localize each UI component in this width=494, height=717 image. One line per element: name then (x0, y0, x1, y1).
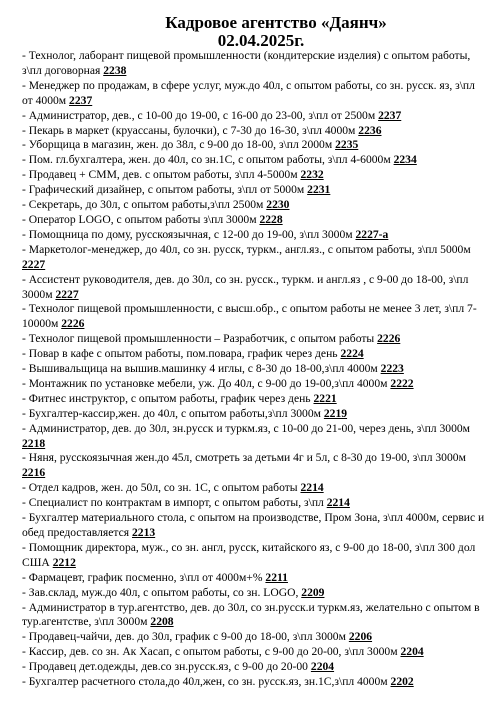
vacancy-item (22, 601, 488, 631)
vacancy-code: 2209 (301, 585, 325, 599)
vacancy-code: 2235 (335, 138, 359, 152)
vacancy-text: - Графический дизайнер, с опытом работы, з\пл от 5000м (22, 183, 308, 197)
vacancy-item (22, 675, 488, 690)
vacancy-item (22, 49, 488, 79)
vacancy-code: 2221 (313, 391, 337, 405)
page-date: 02.04.2025г. (217, 31, 305, 50)
vacancy-item (22, 481, 488, 496)
vacancy-code: 2227 (55, 287, 79, 301)
vacancy-text: - Бухгалтер расчетного стола,до 40л,жен, со зн. русск.яз, зн.1С,з\пл 4000м (22, 675, 391, 689)
vacancy-text: - Фитнес инструктор, с опытом работы, график через день (22, 391, 314, 405)
vacancy-text: - Оператор LOGO, с опытом работы з\пл 3000м (22, 212, 260, 226)
vacancy-item (22, 511, 488, 541)
vacancy-text: - Специалист по контрактам в импорт, с опытом работы, з\пл (22, 496, 327, 510)
vacancy-code: 2211 (265, 570, 288, 584)
vacancy-text: - Бухгалтер материального стола, с опытом на производстве, Пром Зона, з\пл 4000м, сервис и обед предоставляется (22, 511, 485, 539)
vacancy-text: - Зав.склад, муж.до 40л, с опытом работы, со зн. LOGO, (22, 585, 302, 599)
vacancy-item (22, 496, 488, 511)
vacancy-item (22, 138, 488, 153)
vacancy-code: 2213 (131, 526, 156, 539)
vacancy-code: 2226 (377, 332, 401, 346)
vacancy-code: 2237 (378, 108, 402, 122)
vacancy-text: - Ассистент руководителя, дев. до 30л, со зн. русск., туркм. и англ.яз , с 9-00 до 18-00, з\пл 3000м (22, 272, 469, 301)
vacancy-item (22, 213, 488, 228)
vacancy-item (22, 407, 488, 422)
vacancy-code: 2227-а (355, 227, 389, 241)
vacancy-text: - Кассир, дев. со зн. Ак Хасап, с опытом работы, с 9-00 до 20-00, з\пл 3000м (22, 645, 401, 659)
vacancy-text: - Администратор, дев. до 30л, зн.русск и туркм.яз, с 10-00 до 21-00, через день, з\пл 3000м (22, 421, 471, 435)
vacancy-code: 2223 (380, 362, 404, 376)
vacancy-item (22, 79, 488, 109)
vacancy-item (22, 660, 488, 675)
vacancy-item (22, 168, 488, 183)
vacancy-text: - Помощник директора, муж., со зн. англ, русск, китайского яз, с 9-00 до 18-00, з\пл 300 дол США (22, 540, 476, 569)
vacancy-text: - Монтажник по установке мебели, уж. До 40л, с 9-00 до 19-00,з\пл 4000м (22, 376, 391, 390)
vacancy-code: 2222 (390, 376, 414, 390)
vacancy-item (22, 153, 488, 168)
vacancy-text: - Технолог пищевой промышленности – Разработчик, с опытом работы (22, 332, 378, 346)
vacancy-text: - Администратор в тур.агентство, дев. до 30л, со зн.русск.и туркм.яз, желательно с опытом в тур.агентстве, з\пл 3000м (22, 600, 480, 629)
vacancy-code: 2206 (348, 630, 373, 644)
vacancy-text: - Администратор, дев., с 10-00 до 19-00, с 16-00 до 23-00, з\пл от 2500м (22, 108, 379, 122)
vacancy-item (22, 571, 488, 586)
vacancy-item (22, 109, 488, 124)
vacancy-item (22, 586, 488, 601)
vacancy-item (22, 377, 488, 392)
vacancy-text: - Вышивальщица на вышив.машинку 4 иглы, с 8-30 до 18-00,з\пл 4000м (22, 362, 381, 376)
vacancy-code: 2228 (259, 212, 283, 226)
vacancy-text: - Помощница по дому, русскоязычная, с 12-00 до 19-00, з\пл 3000м (22, 227, 356, 241)
vacancy-text: - Менеджер по продажам, в сфере услуг, муж.до 40л, с опытом работы, со зн. русск. яз, з\пл от 4000м (22, 78, 475, 107)
vacancy-item (22, 228, 488, 243)
vacancy-text: - Пом. гл.бухгалтера, жен. до 40л, со зн.1С, с опытом работы, з\пл 4-6000м (22, 153, 394, 167)
vacancy-list (0, 49, 494, 690)
vacancy-code: 2234 (393, 153, 417, 167)
vacancy-item (22, 302, 488, 332)
vacancy-code: 2226 (61, 317, 85, 331)
vacancy-item (22, 422, 488, 452)
vacancy-text: - Фармацевт, график посменно, з\пл от 4000м+% (22, 570, 266, 584)
vacancy-text: - Продавец-чайчи, дев. до 30л, график с 9-00 до 18-00, з\пл 3000м (22, 630, 349, 644)
vacancy-code: 2230 (266, 198, 290, 212)
vacancy-code: 2238 (103, 63, 127, 77)
vacancy-code: 2232 (300, 168, 324, 182)
vacancy-code: 2218 (22, 436, 46, 450)
vacancy-item (22, 451, 488, 481)
vacancy-item (22, 362, 488, 377)
vacancy-item (22, 183, 488, 198)
vacancy-code: 2216 (22, 466, 46, 480)
vacancy-text: - Отдел кадров, жен. до 50л, со зн. 1С, с опытом работы (22, 481, 301, 495)
vacancy-text: - Маркетолог-менеджер, до 40л, со зн. русск, туркм., англ.яз., с опытом работы, з\пл 5000м (22, 242, 471, 256)
vacancy-code: 2212 (52, 555, 76, 569)
vacancy-code: 2214 (300, 481, 324, 495)
vacancy-text: - Секретарь, до 30л, с опытом работы,з\пл 2500м (22, 198, 267, 212)
vacancy-item (22, 347, 488, 362)
vacancy-item (22, 541, 488, 571)
vacancy-code: 2202 (390, 675, 414, 689)
vacancy-item (22, 332, 488, 347)
vacancy-item (22, 273, 488, 303)
page-title: Кадровое агентство «Даянч» (165, 13, 387, 32)
vacancy-code: 2219 (323, 406, 348, 420)
vacancy-text: - Продавец + СММ, дев. с опытом работы, з\пл 4-5000м (22, 168, 301, 182)
vacancy-code: 2231 (307, 183, 331, 197)
vacancy-code: 2237 (69, 93, 93, 107)
vacancy-item (22, 243, 488, 273)
vacancy-item (22, 124, 488, 139)
vacancy-code: 2227 (22, 257, 46, 271)
vacancy-text: - Продавец дет.одежды, дев.со зн.русск.яз, с 9-00 до 20-00 (22, 660, 311, 674)
vacancy-code: 2224 (340, 347, 364, 361)
vacancy-code: 2236 (358, 123, 382, 137)
vacancy-text: - Бухгалтер-кассир,жен. до 40л, с опытом работы,з\пл 3000м (22, 406, 324, 420)
vacancy-text: - Пекарь в маркет (круассаны, булочки), с 7-30 до 16-30, з\пл 4000м (22, 123, 359, 137)
vacancy-text: - Уборщица в магазин, жен. до 38л, с 9-00 до 18-00, з\пл 2000м (22, 138, 336, 152)
vacancy-code: 2204 (310, 660, 335, 674)
vacancy-text: - Няня, русскоязычная жен.до 45л, смотреть за детьми 4г и 5л, с 8-30 до 19-00, з\пл 3000м (22, 451, 466, 465)
vacancy-code: 2208 (150, 615, 174, 629)
vacancy-code: 2204 (400, 645, 424, 659)
vacancy-item (22, 392, 488, 407)
vacancy-item (22, 198, 488, 213)
vacancy-text: - Технолог пищевой промышленности, с высш.обр., с опытом работы не менее 3 лет, з\пл 7-10000м (22, 302, 477, 331)
vacancy-item (22, 630, 488, 645)
vacancy-text: - Повар в кафе с опытом работы, пом.повара, график через день (22, 347, 341, 361)
vacancy-text: - Технолог, лаборант пищевой промышленности (кондитерские изделия) с опытом работы, з\пл договорная (22, 49, 471, 77)
vacancy-item (22, 645, 488, 660)
vacancy-code: 2214 (326, 496, 350, 510)
